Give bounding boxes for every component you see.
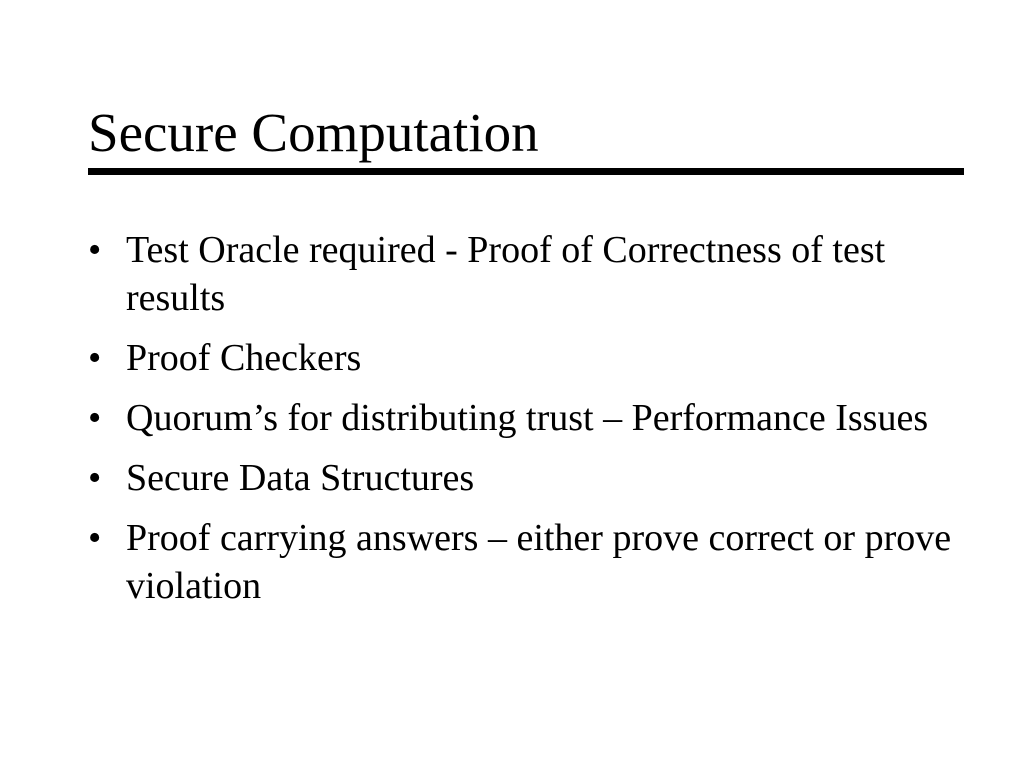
bullet-item: [88, 514, 968, 610]
bullet-icon: •: [88, 337, 102, 379]
bullet-item: [88, 454, 968, 502]
bullet-icon: •: [88, 229, 102, 271]
bullet-item: [88, 226, 968, 322]
bullet-icon: •: [88, 457, 102, 499]
bullet-item: [88, 334, 968, 382]
bullet-text: Quorum’s for distributing trust – Performance Issues: [126, 397, 929, 439]
slide-title: Secure Computation: [88, 102, 539, 163]
bullet-text: Test Oracle required - Proof of Correctness of test results: [126, 229, 886, 319]
title-underline: [88, 168, 964, 175]
bullet-icon: •: [88, 517, 102, 559]
bullet-text: Secure Data Structures: [126, 457, 475, 499]
bullet-icon: •: [88, 397, 102, 439]
bullet-item: [88, 394, 968, 442]
bullet-list: [88, 226, 968, 622]
bullet-text: Proof Checkers: [126, 337, 362, 379]
bullet-text: Proof carrying answers – either prove correct or prove violation: [126, 517, 952, 607]
